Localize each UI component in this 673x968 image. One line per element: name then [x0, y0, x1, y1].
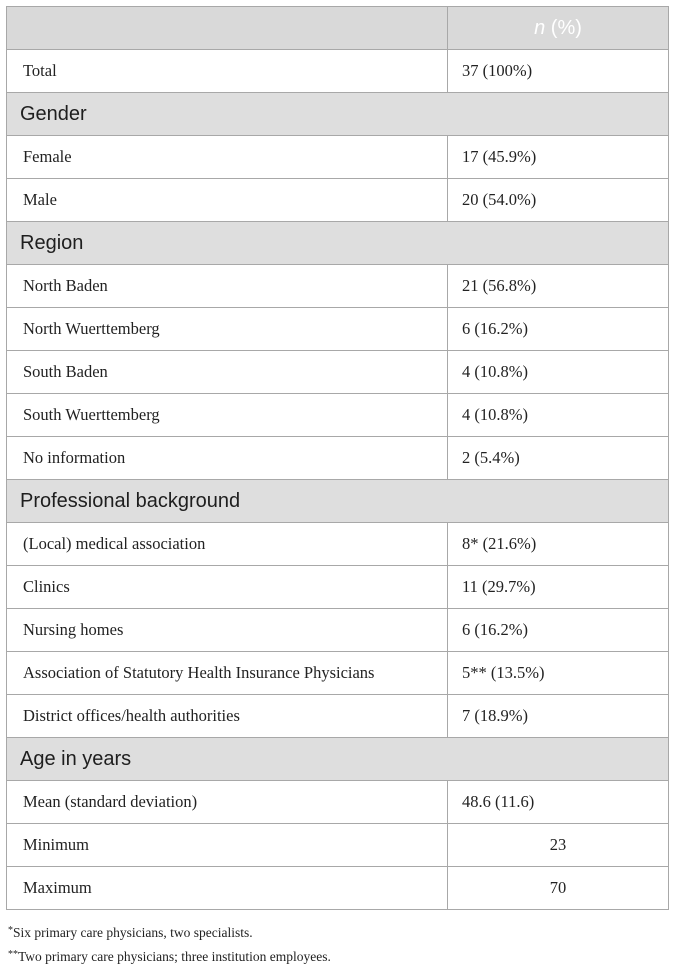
row-value: 48.6 (11.6) — [448, 781, 669, 824]
row-label: North Baden — [7, 265, 448, 308]
row-value: 7 (18.9%) — [448, 695, 669, 738]
table-header-row — [7, 7, 669, 50]
table-row — [7, 781, 669, 824]
row-label: South Baden — [7, 351, 448, 394]
footnote-text: Two primary care physicians; three institution employees. — [18, 949, 331, 964]
row-value: 5** (13.5%) — [448, 652, 669, 695]
table-row — [7, 437, 669, 480]
row-label: Association of Statutory Health Insurance Physicians — [7, 652, 448, 695]
section-header-gender — [7, 93, 669, 136]
header-blank-cell — [7, 7, 448, 50]
row-label: Total — [7, 50, 448, 93]
row-value: 4 (10.8%) — [448, 351, 669, 394]
table-row — [7, 523, 669, 566]
section-title: Gender — [7, 93, 669, 136]
table-row — [7, 867, 669, 910]
row-value: 21 (56.8%) — [448, 265, 669, 308]
demographics-table — [6, 6, 669, 910]
row-value: 6 (16.2%) — [448, 308, 669, 351]
row-value: 6 (16.2%) — [448, 609, 669, 652]
row-label: Clinics — [7, 566, 448, 609]
row-label: District offices/health authorities — [7, 695, 448, 738]
row-label: Mean (standard deviation) — [7, 781, 448, 824]
table-footnotes — [8, 920, 331, 968]
row-value: 70 — [448, 867, 669, 910]
row-value: 11 (29.7%) — [448, 566, 669, 609]
table-row-total — [7, 50, 669, 93]
table-row — [7, 265, 669, 308]
row-value: 4 (10.8%) — [448, 394, 669, 437]
section-title: Professional background — [7, 480, 669, 523]
row-label: North Wuerttemberg — [7, 308, 448, 351]
footnote-mark: ** — [8, 949, 18, 960]
footnote — [8, 920, 331, 944]
footnote — [8, 944, 331, 968]
section-header-age — [7, 738, 669, 781]
row-label: (Local) medical association — [7, 523, 448, 566]
table-row — [7, 351, 669, 394]
row-value: 17 (45.9%) — [448, 136, 669, 179]
table-row — [7, 652, 669, 695]
row-value: 8* (21.6%) — [448, 523, 669, 566]
row-label: Maximum — [7, 867, 448, 910]
footnote-mark: * — [8, 925, 13, 936]
section-title: Age in years — [7, 738, 669, 781]
row-value: 37 (100%) — [448, 50, 669, 93]
section-title: Region — [7, 222, 669, 265]
row-label: South Wuerttemberg — [7, 394, 448, 437]
header-pct-label: (%) — [550, 16, 582, 39]
row-label: No information — [7, 437, 448, 480]
table-row — [7, 695, 669, 738]
table-row — [7, 566, 669, 609]
footnote-text: Six primary care physicians, two specialists. — [13, 925, 253, 940]
table-row — [7, 609, 669, 652]
row-value: 20 (54.0%) — [448, 179, 669, 222]
table-row — [7, 179, 669, 222]
section-header-professional — [7, 480, 669, 523]
row-label: Female — [7, 136, 448, 179]
header-n-percent — [448, 7, 669, 50]
row-label: Male — [7, 179, 448, 222]
table-row — [7, 394, 669, 437]
row-label: Minimum — [7, 824, 448, 867]
table-row — [7, 136, 669, 179]
row-label: Nursing homes — [7, 609, 448, 652]
row-value: 2 (5.4%) — [448, 437, 669, 480]
row-value: 23 — [448, 824, 669, 867]
table-row — [7, 824, 669, 867]
section-header-region — [7, 222, 669, 265]
header-n-label: n — [534, 16, 546, 39]
table-row — [7, 308, 669, 351]
